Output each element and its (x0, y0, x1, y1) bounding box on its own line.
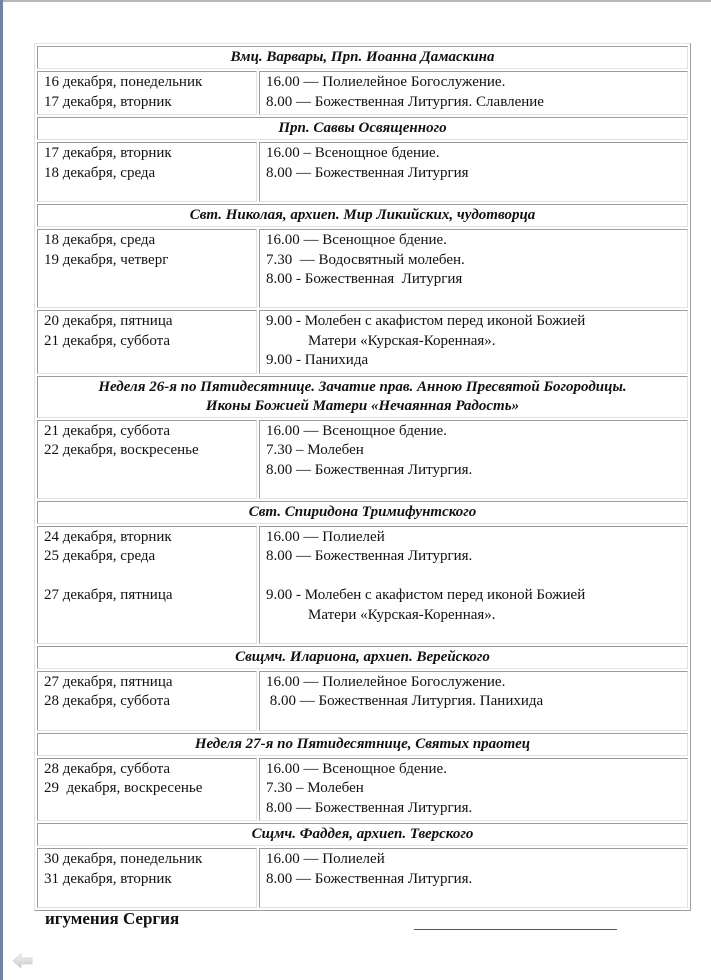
date-line: 31 декабря, вторник (44, 870, 172, 887)
section-heading-row (37, 733, 688, 756)
section-heading-row (37, 646, 688, 669)
services-cell (259, 142, 688, 202)
schedule-row (37, 526, 688, 644)
service-line: 8.00 — Божественная Литургия (266, 164, 469, 181)
schedule-row (37, 229, 688, 308)
date-line: 29 декабря, воскресенье (44, 780, 203, 796)
date-line: 22 декабря, воскресенье (44, 442, 199, 458)
window-left-edge (0, 0, 3, 980)
service-line: 16.00 — Всенощное бдение. (266, 760, 447, 777)
service-line: Матери «Курская-Коренная». (308, 332, 496, 349)
dates-cell (37, 526, 257, 644)
service-line: 9.00 - Панихида (266, 352, 369, 368)
services-cell (259, 671, 688, 731)
date-line: 20 декабря, пятница (44, 313, 173, 329)
schedule-row (37, 758, 688, 822)
spacer (266, 567, 682, 587)
section-heading: Свт. Николая, архиеп. Мир Ликийских, чудотворца (37, 204, 688, 227)
service-line: 16.00 – Всенощное бдение. (266, 145, 440, 161)
dates-cell (37, 142, 257, 202)
back-arrow-icon[interactable] (12, 953, 34, 969)
date-line: 17 декабря, вторник (44, 93, 172, 110)
dates-cell (37, 229, 257, 308)
date-line: 21 декабря, суббота (44, 332, 171, 349)
service-line: 7.30 – Молебен (266, 780, 364, 796)
section-heading: Сщмч. Фаддея, архиеп. Тверского (37, 823, 688, 846)
services-cell (259, 71, 688, 115)
section-heading: Прп. Саввы Освященного (37, 117, 688, 140)
date-line: 24 декабря, вторник (44, 528, 172, 545)
services-cell (259, 420, 688, 499)
section-heading: Вмц. Варвары, Прп. Иоанна Дамаскина (37, 46, 688, 69)
signature-line (414, 928, 617, 930)
service-line: 8.00 — Божественная Литургия. Панихида (266, 693, 544, 709)
window-top-edge (3, 0, 711, 2)
back-arrow-icon-graphic (12, 953, 34, 969)
service-line: 16.00 — Полиелейное Богослужение. (266, 673, 506, 690)
service-line: 16.00 — Полиелей (266, 528, 385, 545)
service-line: 9.00 - Молебен с акафистом перед иконой Божией (266, 313, 586, 329)
spacer (44, 567, 251, 587)
service-line: 8.00 — Божественная Литургия. Славление (266, 93, 544, 110)
service-line: Матери «Курская-Коренная». (308, 606, 496, 623)
dates-cell (37, 71, 257, 115)
section-heading: Свщмч. Илариона, архиеп. Верейского (37, 646, 688, 669)
signature-name: игумения Сергия (45, 909, 180, 928)
section-heading-row (37, 376, 688, 418)
service-line: 8.00 — Божественная Литургия. (266, 548, 473, 564)
date-line: 18 декабря, среда (44, 232, 156, 248)
date-line: 27 декабря, пятница (44, 587, 173, 603)
dates-cell (37, 310, 257, 374)
service-line: 16.00 — Полиелейное Богослужение. (266, 74, 506, 90)
schedule-row (37, 420, 688, 499)
service-line: 8.00 - Божественная Литургия (266, 271, 463, 287)
section-heading-row (37, 46, 688, 69)
service-line: 8.00 — Божественная Литургия. (266, 461, 473, 478)
schedule-row (37, 671, 688, 731)
section-heading-row (37, 501, 688, 524)
services-cell (259, 310, 688, 374)
date-line: 21 декабря, суббота (44, 422, 171, 439)
date-line: 28 декабря, суббота (44, 760, 171, 777)
date-line: 25 декабря, среда (44, 548, 156, 564)
date-line: 18 декабря, среда (44, 164, 156, 181)
section-heading-row (37, 823, 688, 846)
dates-cell (37, 848, 257, 908)
date-line: 19 декабря, четверг (44, 251, 169, 268)
service-line: 7.30 — Водосвятный молебен. (266, 251, 465, 268)
service-line: 16.00 — Всенощное бдение. (266, 232, 447, 248)
dates-cell (37, 420, 257, 499)
date-line: 17 декабря, вторник (44, 145, 172, 161)
schedule-row (37, 310, 688, 374)
service-line: 9.00 - Молебен с акафистом перед иконой Божией (266, 587, 586, 603)
services-cell (259, 526, 688, 644)
dates-cell (37, 671, 257, 731)
service-line: 8.00 — Божественная Литургия. (266, 799, 473, 816)
date-line: 30 декабря, понедельник (44, 851, 203, 867)
service-line: 7.30 – Молебен (266, 442, 364, 458)
section-heading: Неделя 27-я по Пятидесятнице, Святых праотец (37, 733, 688, 756)
services-cell (259, 229, 688, 308)
section-heading-row (37, 117, 688, 140)
date-line: 28 декабря, суббота (44, 693, 171, 709)
schedule-row (37, 142, 688, 202)
schedule-table (34, 43, 691, 911)
service-line: 16.00 — Полиелей (266, 851, 385, 867)
schedule-row (37, 848, 688, 908)
service-line: 8.00 — Божественная Литургия. (266, 870, 473, 887)
services-cell (259, 758, 688, 822)
schedule-row (37, 71, 688, 115)
date-line: 27 декабря, пятница (44, 673, 173, 690)
section-heading-line: Неделя 26-я по Пятидесятнице. Зачатие прав. Анною Пресвятой Богородицы. (98, 378, 627, 395)
date-line: 16 декабря, понедельник (44, 74, 203, 90)
dates-cell (37, 758, 257, 822)
section-heading-line: Иконы Божией Матери «Нечаянная Радость» (205, 397, 520, 414)
section-heading: Свт. Спиридона Тримифунтского (37, 501, 688, 524)
section-heading (37, 376, 688, 418)
section-heading-row (37, 204, 688, 227)
service-line: 16.00 — Всенощное бдение. (266, 422, 447, 439)
services-cell (259, 848, 688, 908)
